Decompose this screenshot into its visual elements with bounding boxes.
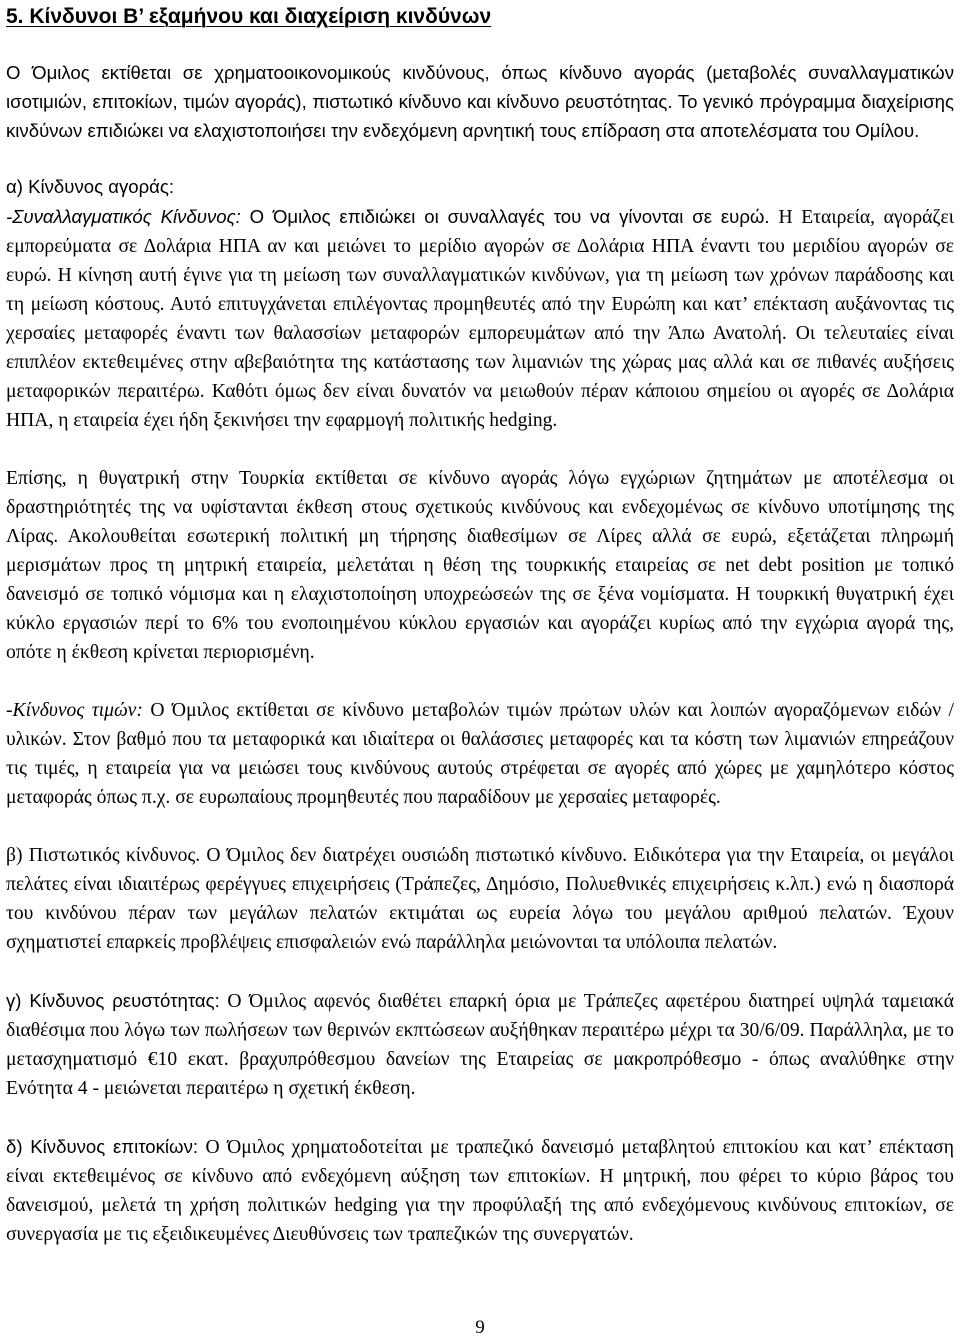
- fx-risk-body: Η Εταιρεία, αγοράζει εμπορεύματα σε Δολάρια ΗΠΑ αν και μειώνει το μερίδιο αγορών σε Δολάρια ΗΠΑ έναντι του μεριδίου αγορών σε ευρώ. Η κίνηση αυτή έγινε για τη μείωση των συναλλαγματικών κινδύνων, για τη μείωση των χρόνων παράδοσης και τη μείωση κόστους. Αυτό επιτυγχάνεται επιλέγοντας προμηθευτές από την Ευρώπη και κατ’ επέκταση αυξάνοντας τις χερσαίες μεταφορές έναντι των θαλασσίων μεταφορών εμπορευμάτων από την Άπω Ανατολή. Οι τελευταίες είναι επιπλέον εκτεθειμένες στην αβεβαιότητα της κατάστασης των λιμανιών της χώρας μας αλλά και σε πιθανές αυξήσεις μεταφορικών περαιτέρω. Καθότι όμως δεν είναι δυνατόν να μειωθούν πέραν κάποιου σημείου οι αγορές σε Δολάρια ΗΠΑ, η εταιρεία έχει ήδη ξεκινήσει την εφαρμογή πολιτικής hedging.: [6, 207, 954, 431]
- fx-risk-label: -Συναλλαγματικός Κίνδυνος:: [6, 206, 241, 227]
- interest-risk-heading: δ) Κίνδυνος επιτοκίων:: [6, 1136, 199, 1157]
- fx-risk-sentence: Ο Όμιλος επιδιώκει οι συναλλαγές του να γίνονται σε ευρώ.: [240, 206, 779, 227]
- document-page: [6, 0, 954, 1249]
- interest-risk-body: Ο Όμιλος χρηματοδοτείται με τραπεζικό δανεισμό μεταβλητού επιτοκίου και κατ’ επέκταση είναι εκτεθειμένος σε κίνδυνο από ενδεχόμενη αύξηση των επιτοκίων. Η μητρική, που φέρει το κύριο βάρος του δανεισμού, μελετά τη χρήση πολιτικών hedging για την προφύλαξή της από ενδεχόμενους κινδύνους επιτοκίων, σε συνεργασία με τις εξειδικευμένες Διευθύνσεις των τραπεζικών της συνεργατών.: [6, 1137, 954, 1245]
- liquidity-risk-paragraph: [6, 986, 954, 1103]
- credit-risk-paragraph: β) Πιστωτικός κίνδυνος. Ο Όμιλος δεν διατρέχει ουσιώδη πιστωτικό κίνδυνο. Ειδικότερα για την Εταιρεία, οι μεγάλοι πελάτες είναι ιδιαιτέρως φερέγγυες επιχειρήσεις (Τράπεζες, Δημόσιο, Πολυεθνικές επιχειρήσεις κ.λπ.) ενώ η διασπορά του κινδύνου πέραν των μεγάλων πελατών εκτιμάται ως ευρεία λόγω του μεγάλου αριθμού πελατών. Έχουν σχηματιστεί επαρκείς προβλέψεις επισφαλειών ενώ παράλληλα μειώνονται τα υπόλοιπα πελατών.: [6, 845, 954, 953]
- market-risk-heading: α) Κίνδυνος αγοράς:: [6, 176, 175, 197]
- intro-exposure-text: Ο Όμιλος εκτίθεται σε χρηματοοικονομικούς κινδύνους, όπως κίνδυνο αγοράς (μεταβολές συναλλαγματικών ισοτιμιών, επιτοκίων, τιμών αγοράς), πιστωτικό κίνδυνο και κίνδυνο ρευστότητας.: [6, 62, 954, 112]
- price-risk-paragraph: [6, 696, 954, 812]
- page-number: 9: [475, 1317, 485, 1338]
- intro-program-text: Το γενικό πρόγραμμα διαχείρισης κινδύνων επιδιώκει να ελαχιστοποιήσει την ενδεχόμενη αρνητική τους επίδραση στα αποτελέσματα του Ομίλου.: [6, 91, 954, 141]
- liquidity-risk-body: Ο Όμιλος αφενός διαθέτει επαρκή όρια με Τράπεζες αφετέρου διατηρεί υψηλά ταμειακά διαθέσιμα που λόγω των πωλήσεων των θερινών εκπτώσεων αυξήθηκαν περαιτέρω μέχρι τα 30/6/09. Παράλληλα, με το μετασχηματισμό €10 εκατ. βραχυπρόθεσμου δανείων της Εταιρείας σε μακροπρόθεσμο - όπως αναλύθηκε στην Ενότητα 4 - μειώνεται περαιτέρω η σχετική έκθεση.: [6, 991, 954, 1099]
- interest-risk-paragraph: [6, 1132, 954, 1249]
- intro-paragraph: [6, 58, 954, 145]
- market-risk-paragraph: [6, 172, 954, 435]
- liquidity-risk-heading: γ) Κίνδυνος ρευστότητας:: [6, 990, 220, 1011]
- price-risk-body: Ο Όμιλος εκτίθεται σε κίνδυνο μεταβολών τιμών πρώτων υλών και λοιπών αγοραζόμενων ειδών / υλικών. Στον βαθμό που τα μεταφορικά και ιδιαίτερα οι θαλάσσιες μεταφορές και τα κόστη των λιμανιών επηρεάζουν τις τιμές, η εταιρεία για να μειώσει τους κινδύνους αυτούς στρέφεται σε αγορές από χώρες με χαμηλότερο κόστος μεταφοράς όπως π.χ. σε ευρωπαίους προμηθευτές που παραδίδουν με χερσαίες μεταφορές.: [6, 700, 954, 808]
- turkey-subsidiary-paragraph: Επίσης, η θυγατρική στην Τουρκία εκτίθεται σε κίνδυνο αγοράς λόγω εγχώριων ζητημάτων με αποτέλεσμα οι δραστηριότητές της να υφίστανται έκθεση στους σχετικούς κινδύνους και ενδεχομένως σε κίνδυνο υποτίμησης της Λίρας. Ακολουθείται εσωτερική πολιτική μη τήρησης διαθεσίμων σε Λίρες αλλά σε ευρώ, εξετάζεται πληρωμή μερισμάτων προς τη μητρική εταιρεία, μελετάται η θέση της τουρκικής εταιρείας σε net debt position με τοπικό δανεισμό σε τοπικό νόμισμα και η ελαχιστοποίηση υποχρεώσεών της σε ξένα νομίσματα. Η τουρκική θυγατρική έχει κύκλο εργασιών περί το 6% του ενοποιημένου κύκλου εργασιών και αγοράζει κυρίως από την εγχώρια αγορά της, οπότε η έκθεση κρίνεται περιορισμένη.: [6, 468, 954, 663]
- price-risk-label: -Κίνδυνος τιμών:: [6, 700, 143, 721]
- section-title: 5. Κίνδυνοι Β’ εξαμήνου και διαχείριση κινδύνων: [6, 5, 492, 28]
